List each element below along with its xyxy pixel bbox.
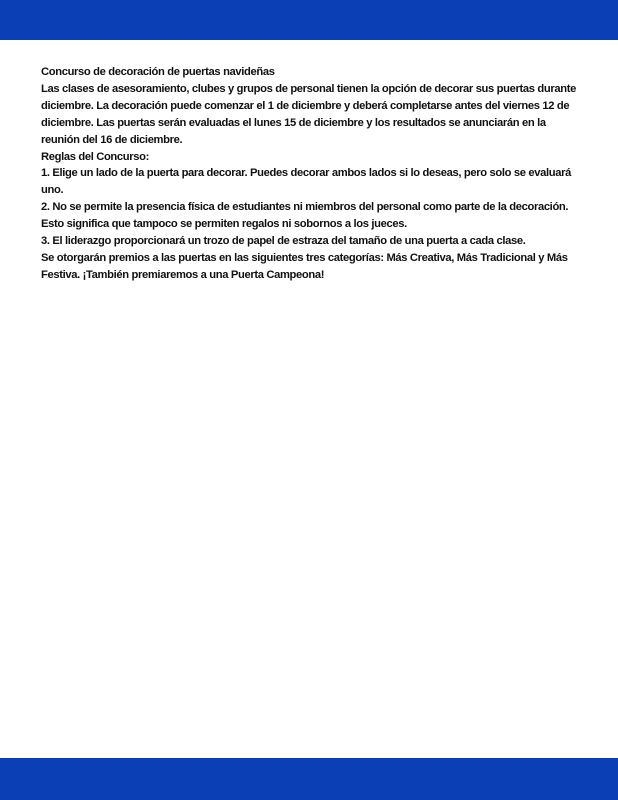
- rule-item-2: 2. No se permite la presencia física de estudiantes ni miembros del personal como parte de la decoración. Esto significa que tampoco se permiten regalos ni sobornos a los jueces.: [41, 201, 569, 231]
- header-band: [0, 0, 618, 40]
- prizes-paragraph: Se otorgarán premios a las puertas en las siguientes tres categorías: Más Creativa, Más Tradicional y Más Festiva. ¡También premiaremos a una Puerta Campeona!: [41, 251, 568, 281]
- intro-paragraph: Las clases de asesoramiento, clubes y grupos de personal tienen la opción de decorar sus puertas durante diciembre. La decoración puede comenzar el 1 de diciembre y deberá completarse antes del viernes 12 de diciembre. Las puertas serán evaluadas el lunes 15 de diciembre y los resultados se anunciarán en la reunión del 16 de diciembre.: [41, 82, 576, 146]
- rule-item-3: 3. El liderazgo proporcionará un trozo de papel de estraza del tamaño de una puerta a cada clase.: [41, 235, 526, 248]
- document-body: [41, 64, 586, 284]
- footer-band: [0, 758, 618, 800]
- rule-item-1: 1. Elige un lado de la puerta para decorar. Puedes decorar ambos lados si lo deseas, pero solo se evaluará uno.: [41, 167, 571, 197]
- rules-heading: Reglas del Concurso:: [41, 150, 150, 163]
- document-title: Concurso de decoración de puertas navideñas: [41, 66, 275, 78]
